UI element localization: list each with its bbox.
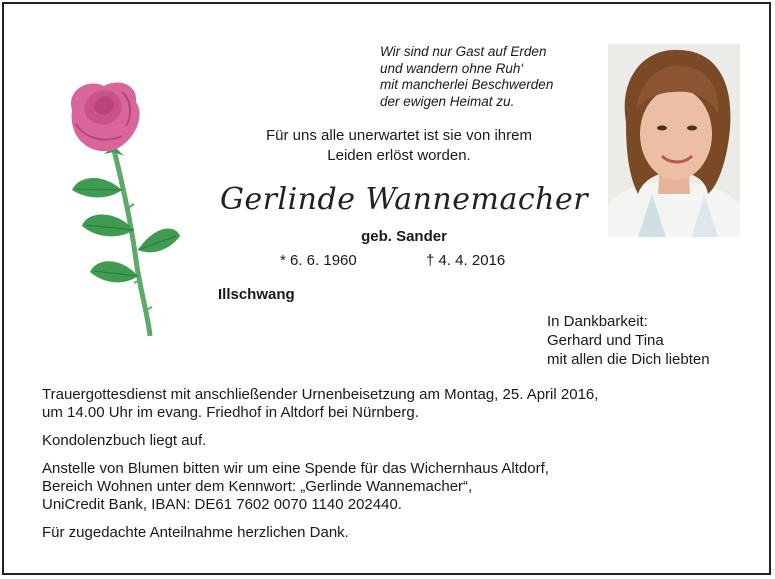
rose-icon: [52, 80, 192, 340]
place-name: Illschwang: [218, 286, 295, 303]
donation-line: UniCredit Bank, IBAN: DE61 7602 0070 1140 202440.: [42, 496, 402, 513]
thanks-line: In Dankbarkeit:: [547, 313, 648, 330]
service-paragraph: [42, 386, 762, 422]
service-line: um 14.00 Uhr im evang. Friedhof in Altdorf bei Nürnberg.: [42, 404, 419, 421]
intro-line: Leiden erlöst worden.: [327, 147, 471, 164]
mourners-signature: [547, 312, 710, 369]
deceased-name: Gerlinde Wannemacher: [219, 182, 589, 217]
closing-paragraph: Für zugedachte Anteilnahme herzlichen Dank.: [42, 524, 349, 541]
donation-paragraph: [42, 460, 762, 514]
obituary-frame: [2, 2, 771, 575]
portrait-photo: [608, 44, 740, 237]
death-date: † 4. 4. 2016: [426, 252, 506, 269]
intro-text: [204, 126, 594, 166]
service-line: Trauergottesdienst mit anschließender Urnenbeisetzung am Montag, 25. April 2016,: [42, 386, 599, 403]
poem-line: und wandern ohne Ruh‘: [380, 60, 524, 76]
condolence-paragraph: Kondolenzbuch liegt auf.: [42, 432, 207, 449]
intro-line: Für uns alle unerwartet ist sie von ihrem: [266, 127, 532, 144]
poem: [380, 44, 553, 110]
poem-line: der ewigen Heimat zu.: [380, 93, 515, 109]
thanks-line: Gerhard und Tina: [547, 332, 664, 349]
poem-line: Wir sind nur Gast auf Erden: [380, 44, 547, 59]
notice-body: [42, 386, 762, 552]
maiden-name: geb. Sander: [361, 228, 447, 245]
birth-date: * 6. 6. 1960: [280, 252, 357, 269]
donation-line: Anstelle von Blumen bitten wir um eine Spende für das Wichernhaus Altdorf,: [42, 460, 549, 477]
thanks-line: mit allen die Dich liebten: [547, 351, 710, 368]
poem-line: mit mancherlei Beschwerden: [380, 77, 554, 92]
donation-line: Bereich Wohnen unter dem Kennwort: „Gerlinde Wannemacher“,: [42, 478, 473, 495]
